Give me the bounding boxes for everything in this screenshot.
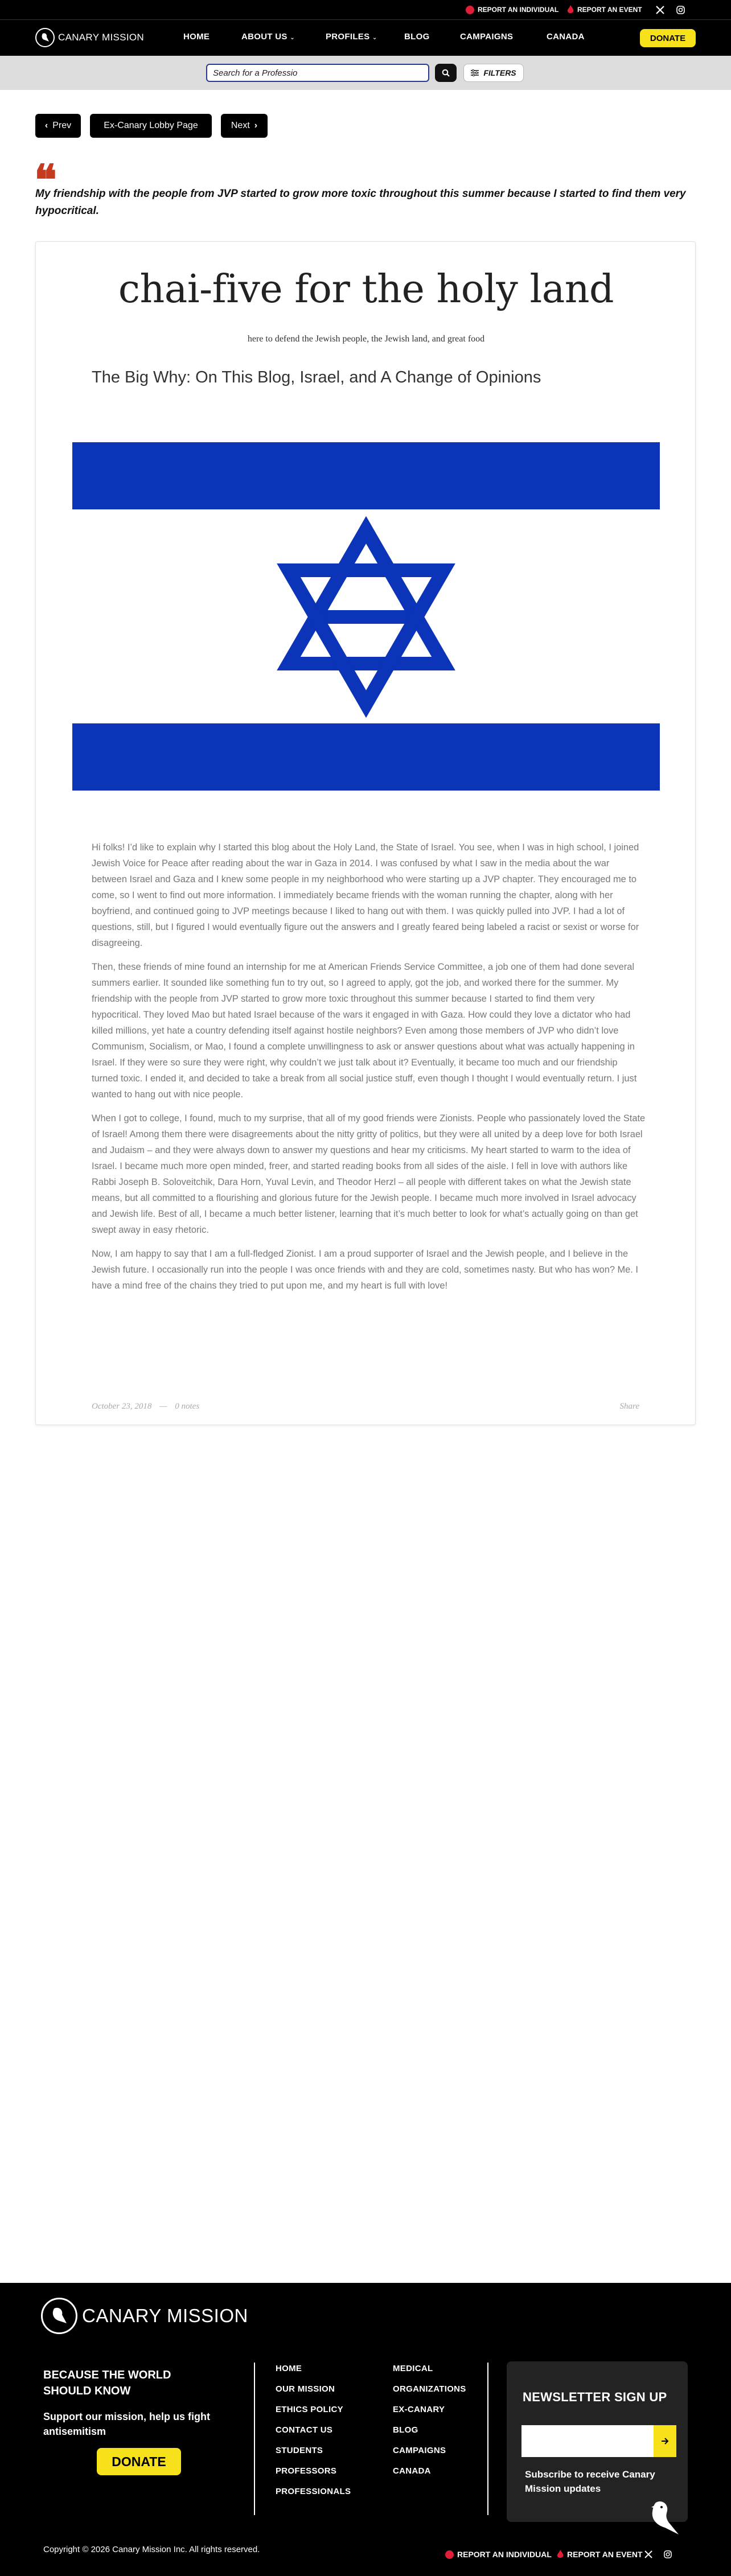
footer-report-event-label: REPORT AN EVENT — [567, 2550, 643, 2559]
highlight-quote: My friendship with the people from JVP started to grow more toxic throughout this summer because I started to find them very hypocritical. — [35, 188, 686, 217]
canary-logo-icon — [35, 28, 55, 47]
footer-link-our-mission[interactable]: OUR MISSION — [276, 2384, 335, 2394]
footer-report-individual-link[interactable] — [445, 2549, 552, 2559]
search-icon — [442, 69, 450, 77]
post-paragraph: Then, these friends of mine found an internship for me at American Friends Service Committee, a job one of them had done several summers earlier. It sounded like something fun to try out, so I agreed to apply, got the job, and worked there for the summer. My friendship with the people from JVP started to grow more toxic throughout this summer because I started to find them very hypocritical. They loved Mao but hated Israel because of the wars it engaged in with Gaza. How could they love a dictator who had killed millions, yet hate a country defending itself against hostile neighbors? Even among those members of JVP who didn’t love Communism, Socialism, or Mao, I found a complete unwillingness to ask or answer questions about what was actually happening in Israel. If they were so sure they were right, why couldn’t we just talk about it? Eventually, it became too much and our friendship turned toxic. I ended it, and decided to take a break from all social justice stuff, even though I thought I would eventually return. I just wanted to hang out with nice people. — [92, 962, 637, 1100]
footer-tagline: BECAUSE THE WORLD SHOULD KNOW — [43, 2369, 171, 2397]
top-utility-bar — [0, 0, 731, 19]
footer-link-blog[interactable]: BLOG — [393, 2425, 418, 2435]
filters-button[interactable] — [463, 64, 524, 82]
post-paragraph: When I got to college, I found, much to my surprise, that all of my good friends were Zionists. People who passionately loved the State of Israel! Among them there were disagreements about the nitty gritty of politics, but they were all united by a deep love for both Israel and Judaism – and they were always down to answer my questions and hear my criticisms. My heart started to warm to the idea of Israel. I became much more open minded, freer, and started reading books from all sides of the aisle. I fell in love with authors like Rabbi Joseph B. Soloveitchik, Dara Horn, Yuval Levin, and Theodor Herzl – all people with different takes on what the Jewish state means, but all committed to a flourishing and glorious future for the Jewish people. I became much more involved in Israel advocacy and Jewish life. Best of all, I became a much better listener, learning that it’s much better to look for what’s actually going on than get swept away in easy rhetoric. — [92, 1113, 646, 1235]
nav-canada[interactable]: CANADA — [547, 32, 585, 42]
footer-link-ex-canary[interactable]: EX-CANARY — [393, 2405, 445, 2414]
israel-flag-image — [72, 442, 660, 791]
instagram-icon[interactable] — [664, 2549, 672, 2559]
post-paragraph: Hi folks! I’d like to explain why I started this blog about the Holy Land, the State of Israel. You see, when I was in high school, I joined Jewish Voice for Peace after reading about the war in Gaza in 2014. I was confused by what I saw in the media about the war between Israel and Gaza and I knew some people in my neighborhood who were starting up a JVP chapter. They encouraged me to come, so I went to find out more information. I immediately became friends with the woman running the chapter, along with her boyfriend, and continued going to JVP meetings because I liked to hang out with them. I was quickly pulled into JVP. I had a lot of questions, still, but I figured I would eventually figure out the answers and I greatly feared being labeled a racist or sexist or worse for disagreeing. — [92, 842, 639, 948]
footer-link-campaigns[interactable]: CAMPAIGNS — [393, 2446, 446, 2455]
person-alert-icon — [466, 6, 474, 14]
search-bar — [0, 56, 731, 90]
canary-bird-icon — [646, 2499, 680, 2536]
footer-logo-text: CANARY MISSION — [82, 2305, 248, 2326]
footer-link-canada[interactable]: CANADA — [393, 2466, 431, 2476]
site-logo[interactable] — [35, 28, 144, 47]
instagram-icon[interactable] — [676, 5, 685, 14]
filters-label: FILTERS — [483, 68, 516, 77]
blog-post-card — [35, 241, 696, 1425]
chevron-down-icon: ⌄ — [372, 35, 377, 41]
report-event-label: REPORT AN EVENT — [577, 6, 642, 14]
canary-logo-icon — [41, 2298, 77, 2334]
footer-donate-button[interactable]: DONATE — [97, 2448, 181, 2475]
next-button[interactable] — [221, 114, 268, 138]
nav-about-us[interactable] — [241, 32, 295, 42]
post-paragraph: Now, I am happy to say that I am a full-fledged Zionist. I am a proud supporter of Israel and the Jewish people, and I believe in the Jewish future. I occasionally run into the people I was once friends with and they are cold, sometimes nasty. But who has won? Me. I have a mind free of the chains they tried to put upon me, and my heart is full with love! — [92, 1249, 638, 1291]
footer-link-ethics-policy[interactable]: ETHICS POLICY — [276, 2405, 343, 2414]
newsletter-box — [507, 2361, 688, 2522]
x-icon[interactable] — [656, 5, 664, 14]
nav-profiles[interactable] — [326, 32, 377, 42]
footer-link-home[interactable]: HOME — [276, 2364, 302, 2373]
nav-about-label: ABOUT US — [241, 32, 288, 42]
share-link[interactable]: Share — [619, 1402, 639, 1411]
x-icon[interactable] — [644, 2549, 652, 2559]
footer-link-organizations[interactable]: ORGANIZATIONS — [393, 2384, 466, 2394]
newsletter-title: NEWSLETTER SIGN UP — [523, 2390, 667, 2404]
post-meta — [92, 1402, 199, 1412]
search-input[interactable] — [206, 64, 429, 82]
footer-divider — [487, 2363, 488, 2515]
post-date[interactable]: October 23, 2018 — [92, 1402, 152, 1411]
chevron-right-icon: › — [254, 121, 258, 130]
report-individual-link[interactable] — [466, 5, 558, 14]
nav-profiles-label: PROFILES — [326, 32, 370, 42]
search-button[interactable] — [435, 64, 457, 82]
report-individual-label: REPORT AN INDIVIDUAL — [478, 6, 559, 14]
footer-copyright: Copyright © 2026 Canary Mission Inc. All rights reserved. — [43, 2545, 260, 2554]
footer-support-text: Support our mission, help us fight antisemitism — [43, 2411, 210, 2437]
quote-mark-icon: ❝ — [34, 156, 57, 205]
filter-lines-icon — [471, 69, 479, 76]
newsletter-email-input[interactable] — [521, 2425, 654, 2457]
blog-title: chai-five for the holy land — [118, 267, 614, 312]
blog-tagline: here to defend the Jewish people, the Jewish land, and great food — [247, 334, 485, 344]
meta-separator: — — [159, 1402, 167, 1411]
nav-campaigns[interactable]: CAMPAIGNS — [460, 32, 514, 42]
chevron-left-icon: ‹ — [44, 121, 48, 130]
arrow-right-icon — [661, 2437, 669, 2445]
newsletter-text: Subscribe to receive Canary Mission updates — [525, 2469, 655, 2494]
post-notes[interactable]: 0 notes — [175, 1402, 200, 1411]
footer-link-professionals[interactable]: PROFESSIONALS — [276, 2487, 351, 2496]
site-footer — [0, 2283, 731, 2576]
logo-text: CANARY MISSION — [58, 32, 144, 43]
report-event-link[interactable] — [567, 5, 642, 14]
footer-link-medical[interactable]: MEDICAL — [393, 2364, 433, 2373]
post-body — [92, 840, 646, 1302]
nav-home[interactable]: HOME — [183, 32, 210, 42]
footer-link-professors[interactable]: PROFESSORS — [276, 2466, 337, 2476]
prev-label: Prev — [52, 121, 72, 130]
footer-divider — [254, 2363, 255, 2515]
prev-button[interactable] — [35, 114, 81, 138]
footer-report-event-link[interactable] — [557, 2549, 643, 2559]
next-label: Next — [231, 121, 250, 130]
footer-logo[interactable] — [41, 2298, 248, 2334]
footer-link-contact-us[interactable]: CONTACT US — [276, 2425, 333, 2435]
newsletter-submit-button[interactable] — [654, 2425, 676, 2457]
nav-blog[interactable]: BLOG — [404, 32, 430, 42]
post-title: The Big Why: On This Blog, Israel, and A Change of Opinions — [92, 368, 541, 386]
main-navbar — [0, 19, 731, 56]
footer-link-students[interactable]: STUDENTS — [276, 2446, 323, 2455]
chevron-down-icon: ⌄ — [290, 35, 295, 41]
flame-icon — [557, 2550, 564, 2559]
flame-icon — [567, 5, 574, 14]
person-alert-icon — [445, 2550, 454, 2559]
donate-button[interactable]: DONATE — [640, 29, 696, 47]
lobby-page-button[interactable]: Ex-Canary Lobby Page — [90, 114, 212, 138]
footer-report-individual-label: REPORT AN INDIVIDUAL — [457, 2550, 552, 2559]
